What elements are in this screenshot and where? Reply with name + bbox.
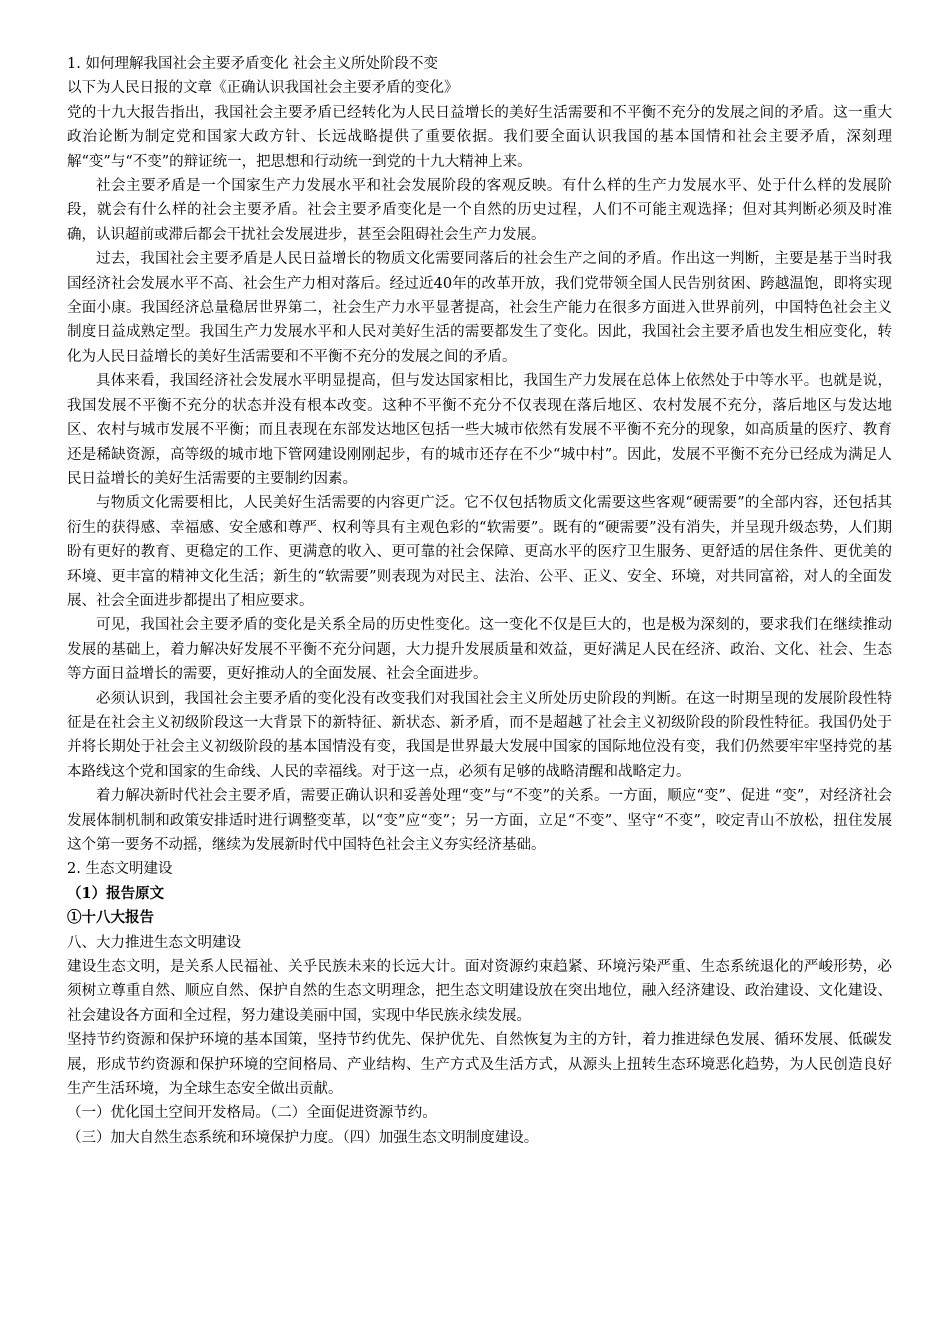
subheading-18th-report: ①十八大报告 [67,909,154,927]
items-one-two: （一）优化国土空间开发格局。（二）全面促进资源节约。 [67,1105,437,1122]
document-page [67,52,892,1150]
paragraph-basic-national-policy: 坚持节约资源和保护环境的基本国策，坚持节约优先、保护优先、自然恢复为主的方针，着力推进绿色发展、循环发展、低碳发展，形成节约资源和保护环境的空间格局、产业结构、生产方式及生活方式，从源头上扭转生态环境恶化趋势，为人民创造良好生产生活环境，为全球生态安全做出贡献。 [67,1032,892,1098]
paragraph-past-contradiction: 过去，我国社会主要矛盾是人民日益增长的物质文化需要同落后的社会生产之间的矛盾。作出这一判断，主要是基于当时我国经济社会发展水平不高、社会生产力相对落后。经过近40年的改革开放，我们党带领全国人民告别贫困、跨越温饱，即将实现全面小康。我国经济总量稳居世界第二，社会生产力水平显著提高，社会生产能力在很多方面进入世界前列，中国特色社会主义制度日益成熟定型。我国生产力发展水平和人民对美好生活的需要都发生了变化。因此，我国社会主要矛盾也发生相应变化，转化为人民日益增长的美好生活需要和不平衡不充分的发展之间的矛盾。 [67,251,892,365]
question-1-title: 1. 如何理解我国社会主要矛盾变化 社会主义所处阶段不变 [67,56,439,72]
paragraph-contradiction-definition: 社会主要矛盾是一个国家生产力发展水平和社会发展阶段的客观反映。有什么样的生产力发展水平、处于什么样的发展阶段，就会有什么样的社会主要矛盾。社会主要矛盾变化是一个自然的历史过程，人们不可能主观选择；但对其判断必须及时准确，认识超前或滞后都会干扰社会发展进步，甚至会阻碍社会生产力发展。 [67,178,892,243]
section-8-heading: 八、大力推进生态文明建设 [67,934,241,951]
paragraph-change-and-constancy: 着力解决新时代社会主要矛盾，需要正确认识和妥善处理“变”与“不变”的关系。一方面，顺应“变”、促进 “变”，对经济社会发展体制机制和政策安排适时进行调整变革，以“变”应“变”；另一方面，立足“不变”、坚守“不变”，咬定青山不放松，扭住发展这个第一要务不动摇，继续为发展新时代中国特色社会主义夯实经济基础。 [67,788,892,853]
article-source-intro: 以下为人民日报的文章《正确认识我国社会主要矛盾的变化》 [67,80,459,97]
question-2-title: 2. 生态文明建设 [67,861,173,878]
items-three-four: （三）加大自然生态系统和环境保护力度。（四）加强生态文明制度建设。 [67,1129,539,1146]
paragraph-ecological-civilization: 建设生态文明，是关系人民福祉、关乎民族未来的长远大计。面对资源约束趋紧、环境污染严重、生态系统退化的严峻形势，必须树立尊重自然、顺应自然、保护自然的生态文明理念，把生态文明建设放在突出地位，融入经济建设、政治建设、文化建设、社会建设各方面和全过程，努力建设美丽中国，实现中华民族永续发展。 [67,959,892,1024]
paragraph-development-level: 具体来看，我国经济社会发展水平明显提高，但与发达国家相比，我国生产力发展在总体上依然处于中等水平。也就是说，我国发展不平衡不充分的状态并没有根本改变。这种不平衡不充分不仅表现在落后地区、农村发展不充分，落后地区与发达地区、农村与城市发展不平衡；而且表现在东部发达地区包括一些大城市依然有发展不平衡不充分的现象，如高质量的医疗、教育还是稀缺资源，高等级的城市地下管网建设刚刚起步，有的城市还存在不少“城中村”。因此，发展不平衡不充分已经成为满足人民日益增长的美好生活需要的主要制约因素。 [67,373,892,487]
paragraph-better-life-needs: 与物质文化需要相比，人民美好生活需要的内容更广泛。它不仅包括物质文化需要这些客观“硬需要”的全部内容，还包括其衍生的获得感、幸福感、安全感和尊严、权利等具有主观色彩的“软需要”。既有的“硬需要”没有消失，并呈现升级态势，人们期盼有更好的教育、更稳定的工作、更满意的收入、更可靠的社会保障、更高水平的医疗卫生服务、更舒适的居住条件、更优美的环境、更丰富的精神文化生活；新生的“软需要”则表现为对民主、法治、公平、正义、安全、环境，对共同富裕，对人的全面发展、社会全面进步都提出了相应要求。 [67,495,892,609]
subheading-report-text: （1）报告原文 [67,884,165,902]
paragraph-report-statement: 党的十九大报告指出，我国社会主要矛盾已经转化为人民日益增长的美好生活需要和不平衡不充分的发展之间的矛盾。这一重大政治论断为制定党和国家大政方针、长远战略提供了重要依据。我们要全面认识我国的基本国情和社会主要矛盾，深刻理解“变”与“不变”的辩证统一，把思想和行动统一到党的十九大精神上来。 [67,104,892,170]
paragraph-primary-stage: 必须认识到，我国社会主要矛盾的变化没有改变我们对我国社会主义所处历史阶段的判断。在这一时期呈现的发展阶段性特征是在社会主义初级阶段这一大背景下的新特征、新状态、新矛盾，而不是超越了社会主义初级阶段的阶段性特征。我国仍处于并将长期处于社会主义初级阶段的基本国情没有变，我国是世界最大发展中国家的国际地位没有变，我们仍然要牢牢坚持党的基本路线这个党和国家的生命线、人民的幸福线。对于这一点，必须有足够的战略清醒和战略定力。 [67,690,892,780]
paragraph-historic-change: 可见，我国社会主要矛盾的变化是关系全局的历史性变化。这一变化不仅是巨大的，也是极为深刻的，要求我们在继续推动发展的基础上，着力解决好发展不平衡不充分问题，大力提升发展质量和效益，更好满足人民在经济、政治、文化、社会、生态等方面日益增长的需要，更好推动人的全面发展、社会全面进步。 [67,617,892,683]
